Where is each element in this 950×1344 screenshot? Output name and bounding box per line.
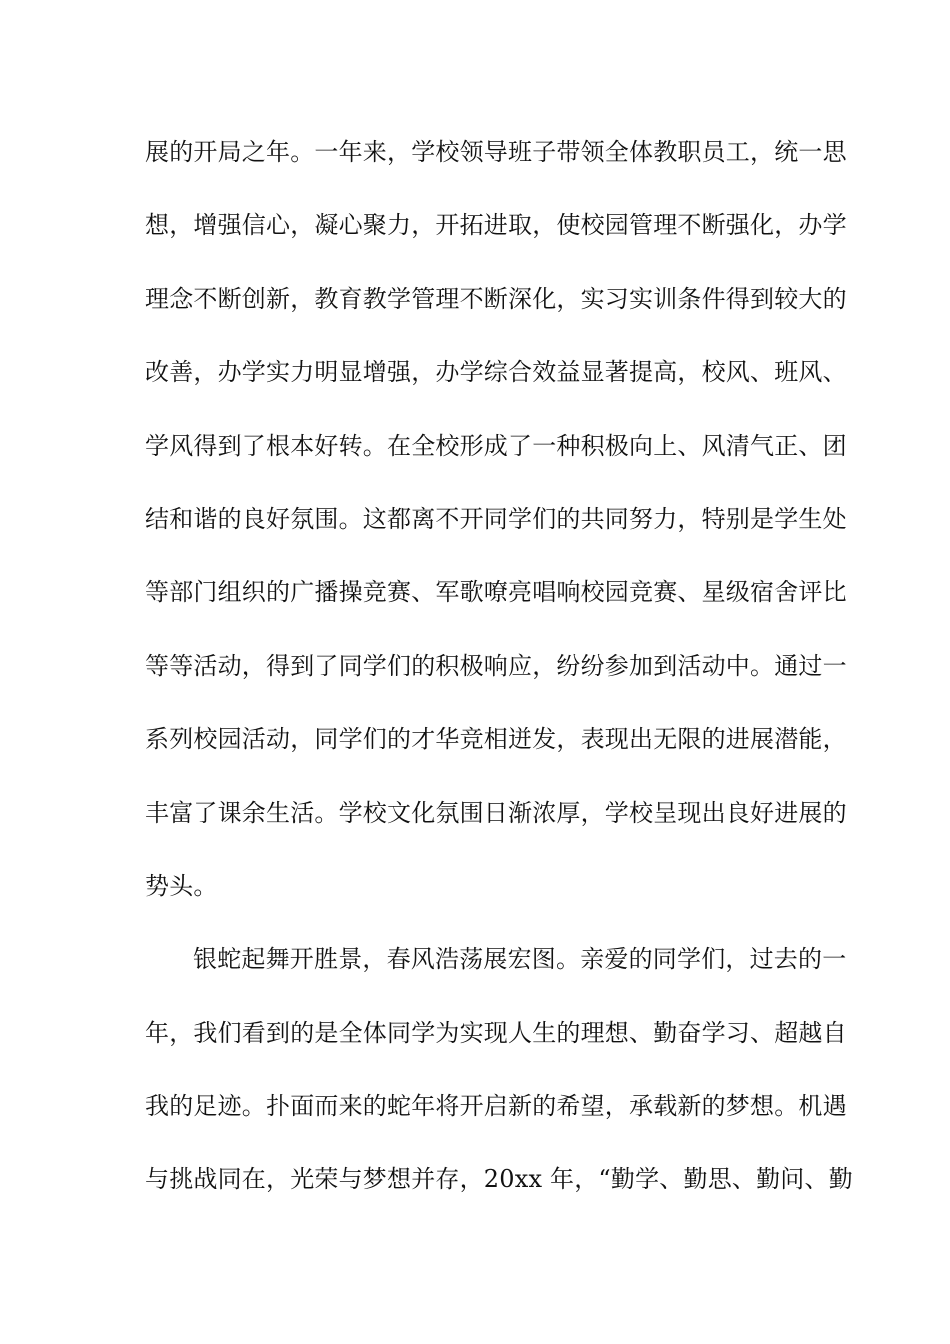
text-line: 改善，办学实力明显增强，办学综合效益显著提高，校风、班风、 — [145, 358, 847, 387]
text-line: 结和谐的良好氛围。这都离不开同学们的共同努力，特别是学生处 — [145, 504, 847, 533]
text-line: 展的开局之年。一年来，学校领导班子带领全体教职员工，统一思 — [145, 138, 847, 166]
paragraph-first-line: 银蛇起舞开胜景，春风浩荡展宏图。亲爱的同学们，过去的一 — [193, 945, 847, 974]
text-line: 我的足迹。扑面而来的蛇年将开启新的希望，承载新的梦想。机遇 — [145, 1092, 847, 1121]
text-line: 学风得到了根本好转。在全校形成了一种积极向上、风清气正、团 — [145, 431, 847, 460]
text-line: 年，我们看到的是全体同学为实现人生的理想、勤奋学习、超越自 — [145, 1018, 847, 1047]
text-line: 与挑战同在，光荣与梦想并存，20xx 年，“勤学、勤思、勤问、勤 — [145, 1165, 853, 1194]
text-line: 等等活动，得到了同学们的积极响应，纷纷参加到活动中。通过一 — [145, 651, 847, 680]
body-text — [145, 128, 853, 1229]
text-line: 等部门组织的广播操竞赛、军歌嘹亮唱响校园竞赛、星级宿舍评比 — [145, 578, 847, 607]
text-line: 理念不断创新，教育教学管理不断深化，实习实训条件得到较大的 — [145, 284, 847, 313]
text-line: 势头。 — [145, 871, 218, 900]
text-line: 丰富了课余生活。学校文化氛围日渐浓厚，学校呈现出良好进展的 — [145, 798, 847, 827]
text-line: 想，增强信心，凝心聚力，开拓进取，使校园管理不断强化，办学 — [145, 211, 847, 240]
text-line: 系列校园活动，同学们的才华竞相迸发，表现出无限的进展潜能， — [145, 725, 847, 754]
